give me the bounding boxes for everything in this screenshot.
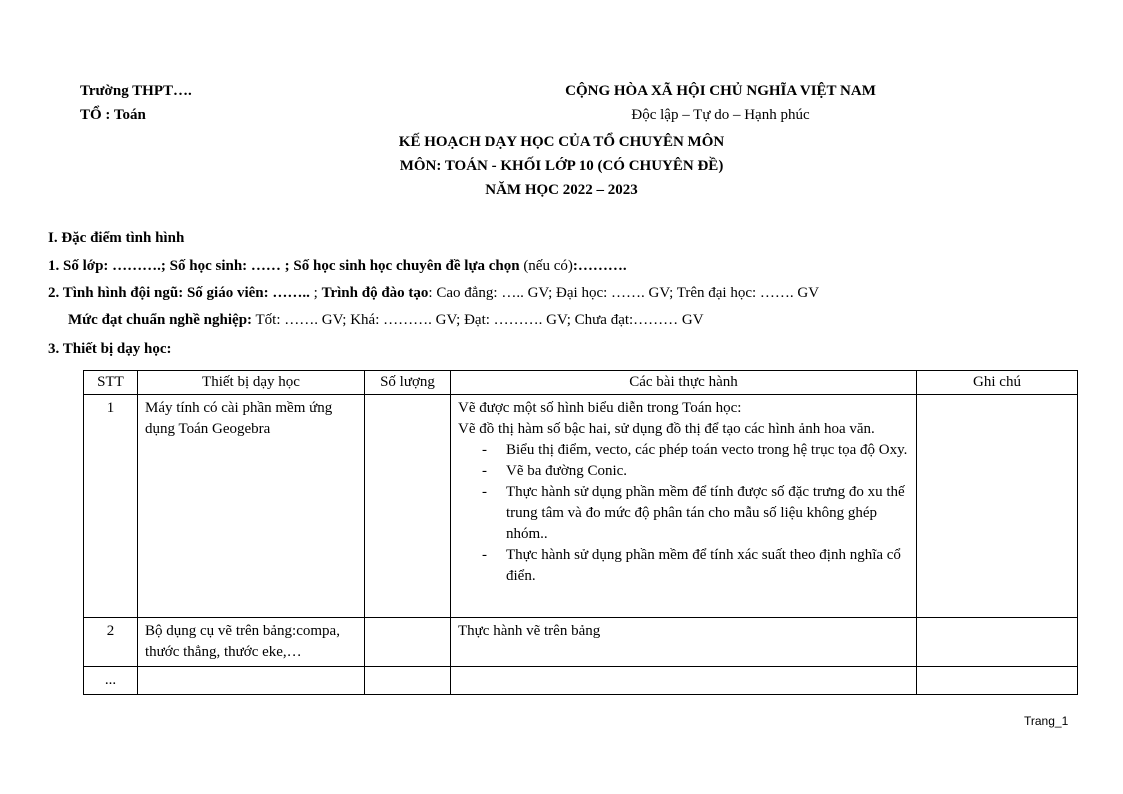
document-subject: MÔN: TOÁN - KHỐI LỚP 10 (CÓ CHUYÊN ĐỀ) [399,158,724,174]
header-stt: STT [84,371,138,395]
equipment-heading: 3. Thiết bị dạy học: [48,341,172,357]
list-item: - Biểu thị điểm, vecto, các phép toán vecto trong hệ trục tọa độ Oxy. [458,440,909,461]
country-heading: CỘNG HÒA XÃ HỘI CHỦ NGHĨA VIỆT NAM [565,83,876,99]
page-number: Trang_1 [1024,714,1069,728]
standard-level-line [68,312,704,329]
practice-line: Vẽ được một số hình biểu diễn trong Toán học: [458,400,742,416]
standard-level-values: Tốt: ……. GV; Khá: ………. GV; Đạt: ………. GV; Chưa đạt:……… GV [252,312,704,328]
row-device [138,667,365,695]
row-note [917,667,1078,695]
document-school-year: NĂM HỌC 2022 – 2023 [485,182,638,198]
row-practice: Thực hành vẽ trên bảng [451,618,917,667]
practice-list [458,440,909,587]
row-quantity [365,395,451,618]
class-info-line [48,258,627,275]
class-info-optional: (nếu có) [519,258,573,274]
practice-line: Vẽ đồ thị hàm số bậc hai, sử dụng đồ thị để tạo các hình ảnh hoa văn. [458,421,875,437]
row-quantity [365,667,451,695]
row-practice [451,395,917,618]
training-level-label: Trình độ đào tạo [321,285,429,301]
staff-separator: ; [313,285,322,301]
row-practice [451,667,917,695]
row-device: Máy tính có cài phần mềm ứng dụng Toán Geogebra [138,395,365,618]
table-row [84,395,1078,618]
document-title: KẾ HOẠCH DẠY HỌC CỦA TỔ CHUYÊN MÔN [398,134,725,150]
list-item: - Thực hành sử dụng phần mềm để tính xác suất theo định nghĩa cổ điển. [458,545,909,587]
list-item: - Thực hành sử dụng phần mềm để tính được số đặc trưng đo xu thế trung tâm và đo mức độ phân tán cho mẫu số liệu không ghép nhóm.. [458,482,909,545]
table-row [84,667,1078,695]
header-quantity: Số lượng [365,371,451,395]
row-note [917,395,1078,618]
header-practice: Các bài thực hành [451,371,917,395]
staff-info-line [48,285,819,302]
row-stt: 2 [84,618,138,667]
class-info-tail: :………. [572,258,627,274]
table-row [84,618,1078,667]
header-note: Ghi chú [917,371,1078,395]
row-quantity [365,618,451,667]
row-stt: 1 [84,395,138,618]
standard-level-label: Mức đạt chuẩn nghề nghiệp: [68,312,253,328]
row-device: Bộ dụng cụ vẽ trên bảng:compa, thước thẳng, thước eke,… [138,618,365,667]
motto: Độc lập – Tự do – Hạnh phúc [631,107,810,123]
row-note [917,618,1078,667]
equipment-table [83,370,1078,695]
team-name: TỔ : Toán [80,107,146,123]
training-level-values: : Cao đẳng: ….. GV; Đại học: ……. GV; Trên đại học: ……. GV [428,285,820,301]
row-stt: ... [84,667,138,695]
list-item: - Vẽ ba đường Conic. [458,461,909,482]
class-info-label: 1. Số lớp: ……….; Số học sinh: …… ; Số học sinh học chuyên đề lựa chọn [48,258,520,274]
staff-count-label: 2. Tình hình đội ngũ: Số giáo viên: …….. [48,285,314,301]
header-device: Thiết bị dạy học [138,371,365,395]
school-name: Trường THPT…. [80,83,192,99]
table-header-row [84,371,1078,395]
section-heading: I. Đặc điểm tình hình [48,230,185,246]
